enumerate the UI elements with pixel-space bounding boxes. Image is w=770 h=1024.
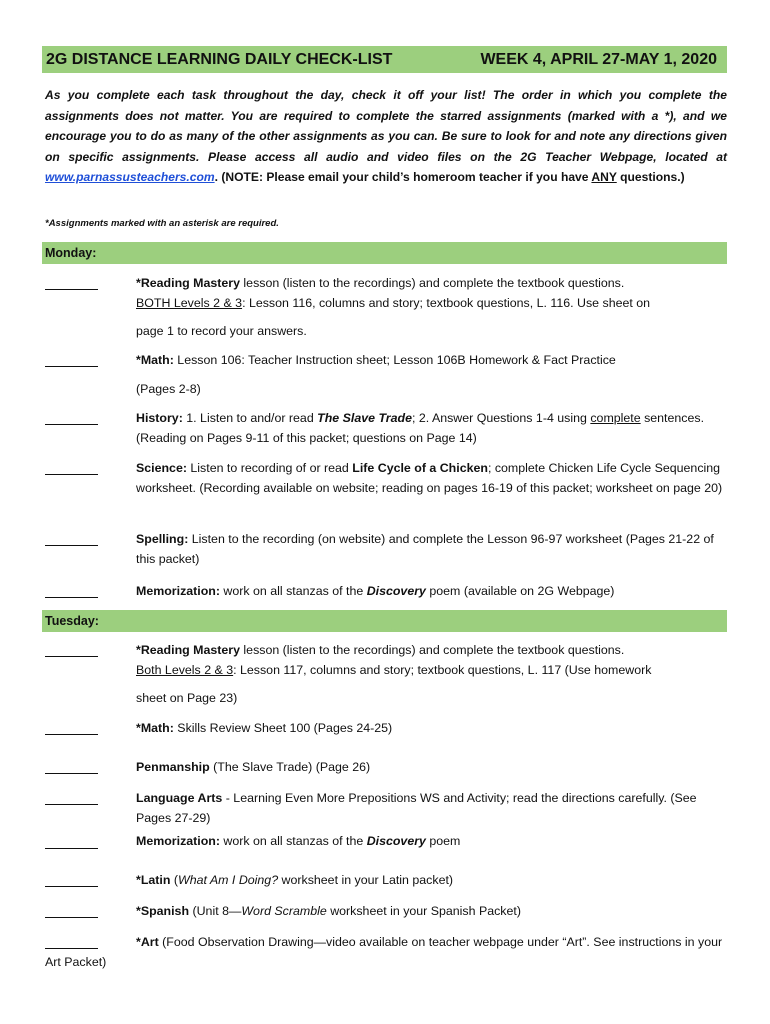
check-blank[interactable]	[45, 917, 98, 918]
check-blank[interactable]	[45, 656, 98, 657]
instructions-paragraph: As you complete each task throughout the day, check it off your list! The order in which you complete the assignments does not matter. You are required to complete the starred assignments (marked with a *), and we encourage you to do as many of the other assignments as you can. Be sure to look for and note any directions given on specific assignments. Please access all audio and video files on the 2G Teacher Webpage, located at www.parnassusteachers.com. (NOTE: Please email your child’s homeroom teacher if you have ANY questions.)	[45, 88, 727, 185]
required-note: *Assignments marked with an asterisk are required.	[45, 218, 279, 229]
check-blank[interactable]	[45, 366, 98, 367]
check-blank[interactable]	[45, 734, 98, 735]
check-blank[interactable]	[45, 474, 98, 475]
check-blank[interactable]	[45, 545, 98, 546]
task-penmanship: Penmanship (The Slave Trade) (Page 26)	[136, 760, 371, 774]
check-blank[interactable]	[45, 289, 98, 290]
task-spanish: *Spanish (Unit 8—Word Scramble worksheet in your Spanish Packet)	[136, 904, 521, 918]
check-blank[interactable]	[45, 886, 98, 887]
task-language-arts: Language Arts - Learning Even More Prepositions WS and Activity; read the directions carefully. (See Pages 27-29)	[136, 791, 697, 825]
task-reading-mastery: *Reading Mastery lesson (listen to the recordings) and complete the textbook questions. BOTH Levels 2 & 3: Lesson 116, columns and story; textbook questions, L. 116. Use sheet on page 1 to record your answers.	[136, 276, 651, 339]
day-header-tuesday: Tuesday:	[42, 610, 727, 632]
check-blank[interactable]	[45, 424, 98, 425]
task-science: Science: Listen to recording of or read Life Cycle of a Chicken; complete Chicken Life Cycle Sequencing worksheet. (Recording available on website; reading on pages 16-19 of this packet; worksheet on page 20)	[136, 461, 723, 495]
task-memorization: Memorization: work on all stanzas of the Discovery poem	[136, 834, 461, 848]
task-math: *Math: Skills Review Sheet 100 (Pages 24-25)	[136, 721, 393, 735]
task-art: *Art (Food Observation Drawing—video available on teacher webpage under “Art”. See instructions in your Art Packet)	[45, 935, 723, 969]
page-title: 2G DISTANCE LEARNING DAILY CHECK-LIST	[46, 50, 393, 68]
task-memorization: Memorization: work on all stanzas of the Discovery poem (available on 2G Webpage)	[136, 584, 615, 598]
page-title-bar	[42, 46, 727, 73]
task-spelling: Spelling: Listen to the recording (on website) and complete the Lesson 96-97 worksheet (Pages 21-22 of this packet)	[136, 532, 714, 566]
check-blank[interactable]	[45, 848, 98, 849]
check-blank[interactable]	[45, 773, 98, 774]
teacher-webpage-link[interactable]: www.parnassusteachers.com	[45, 170, 215, 185]
check-blank[interactable]	[45, 804, 98, 805]
week-range: WEEK 4, APRIL 27-MAY 1, 2020	[480, 50, 717, 68]
task-latin: *Latin (What Am I Doing? worksheet in your Latin packet)	[136, 873, 454, 887]
check-blank[interactable]	[45, 597, 98, 598]
day-header-monday: Monday:	[42, 242, 727, 264]
task-history: History: 1. Listen to and/or read The Slave Trade; 2. Answer Questions 1-4 using complete sentences. (Reading on Pages 9-11 of this packet; questions on Page 14)	[136, 411, 705, 445]
task-math: *Math: Lesson 106: Teacher Instruction sheet; Lesson 106B Homework & Fact Practice (Pages 2-8)	[136, 353, 616, 396]
task-reading-mastery: *Reading Mastery lesson (listen to the recordings) and complete the textbook questions. Both Levels 2 & 3: Lesson 117, columns and story; textbook questions, L. 117 (Use homework sheet on Page 23)	[136, 643, 652, 706]
